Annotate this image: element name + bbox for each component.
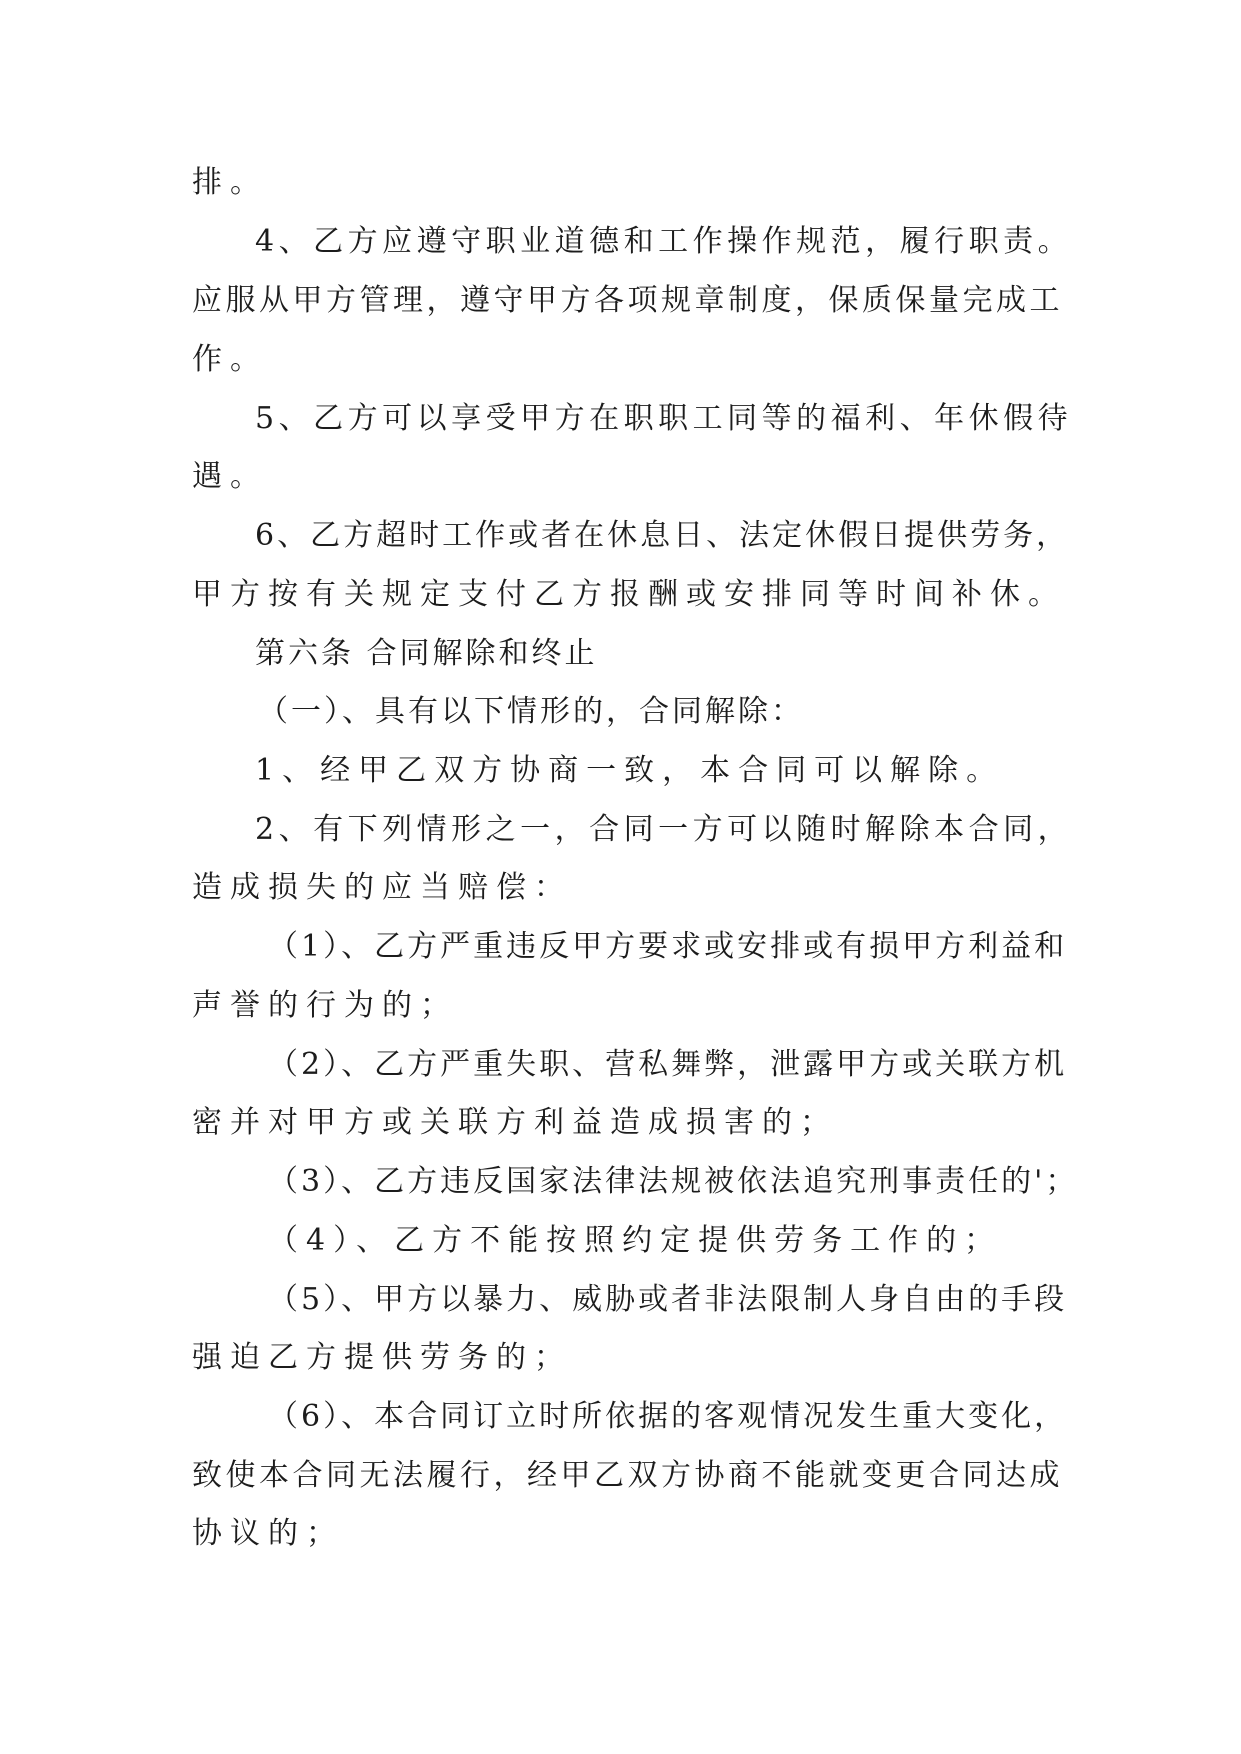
section-heading: 第六条 合同解除和终止 (255, 636, 598, 671)
text-line: 遇。 (192, 459, 268, 494)
text-line: 4、乙方应遵守职业道德和工作操作规范，履行职责。 (255, 224, 1073, 259)
text-line: 应服从甲方管理，遵守甲方各项规章制度，保质保量完成工 (192, 283, 1063, 318)
list-item: （2）、乙方严重失职、营私舞弊，泄露甲方或关联方机 (268, 1047, 1068, 1082)
text-line: 协议的； (192, 1516, 344, 1551)
subsection-heading: （一）、具有以下情形的，合同解除： (258, 694, 804, 729)
text-line: 作。 (192, 342, 268, 377)
text-line: 强迫乙方提供劳务的； (192, 1340, 572, 1375)
text-line: 6、乙方超时工作或者在休息日、法定休假日提供劳务， (255, 518, 1070, 553)
list-item: （4）、乙方不能按照约定提供劳务工作的； (268, 1223, 1003, 1258)
text-line: 造成损失的应当赔偿： (192, 870, 572, 905)
text-line: 5、乙方可以享受甲方在职职工同等的福利、年休假待 (255, 401, 1073, 436)
text-line: 密并对甲方或关联方利益造成损害的； (192, 1105, 838, 1140)
text-line: 甲方按有关规定支付乙方报酬或安排同等时间补休。 (192, 577, 1066, 612)
text-line: 声誉的行为的； (192, 988, 458, 1023)
list-item: （6）、本合同订立时所依据的客观情况发生重大变化， (268, 1399, 1068, 1434)
list-item: （5）、甲方以暴力、威胁或者非法限制人身自由的手段 (268, 1282, 1068, 1317)
list-item: （3）、乙方违反国家法律法规被依法追究刑事责任的'； (268, 1164, 1079, 1199)
text-line: 1、经甲乙双方协商一致，本合同可以解除。 (255, 753, 1005, 788)
text-line: 2、有下列情形之一，合同一方可以随时解除本合同， (255, 812, 1073, 847)
text-line: 排。 (192, 165, 268, 200)
list-item: （1）、乙方严重违反甲方要求或安排或有损甲方利益和 (268, 929, 1068, 964)
text-line: 致使本合同无法履行，经甲乙双方协商不能就变更合同达成 (192, 1458, 1063, 1493)
